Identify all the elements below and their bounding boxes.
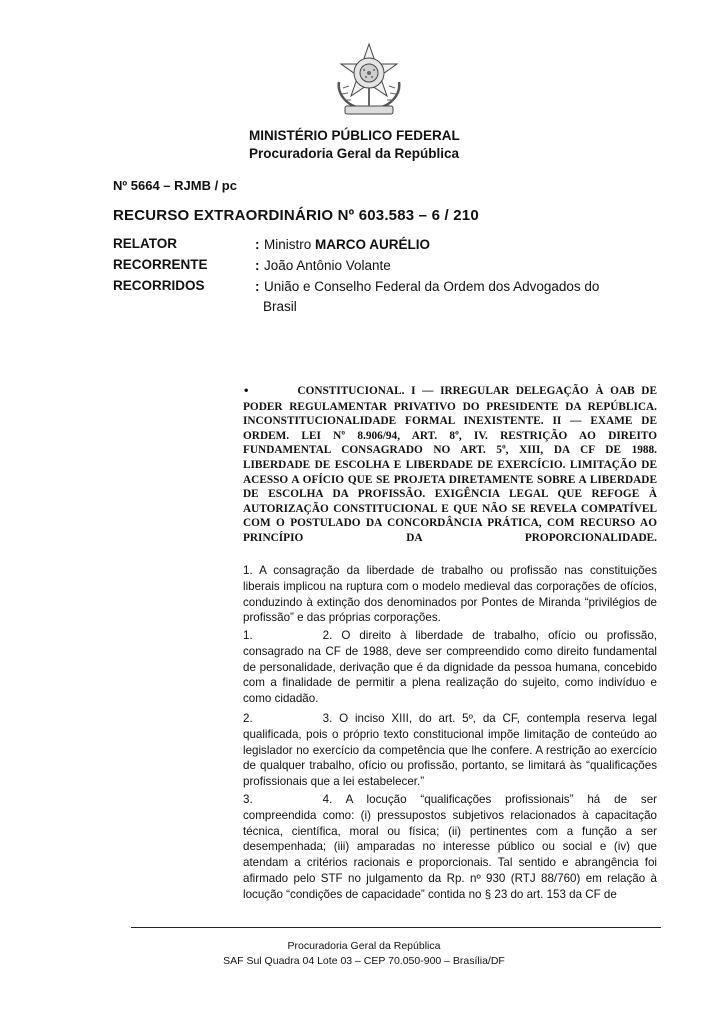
relator-name: MARCO AURÉLIO bbox=[314, 237, 430, 252]
paragraph-4 bbox=[243, 792, 657, 903]
recorridos-name: União e Conselho Federal da Ordem dos Advogados do bbox=[263, 279, 600, 294]
relator-value: : Ministro MARCO AURÉLIO bbox=[255, 237, 430, 252]
case-title: RECURSO EXTRAORDINÁRIO Nº 603.583 – 6 / 210 bbox=[113, 207, 479, 224]
relator-label: RELATOR bbox=[113, 236, 177, 251]
paragraph-number: 2. bbox=[243, 712, 253, 725]
paragraph-text: 3. O inciso XIII, do art. 5º, da CF, contempla reserva legal qualificada, pois o próprio texto constitucional impõe limitação de conteúdo ao legislador no exercício da competência que lhe confere. A restrição ao exercício de qualquer trabalho, ofício ou profissão, portanto, se limitará às “qualificações profissionais que a lei estabelecer.” bbox=[243, 712, 657, 789]
office-heading: Procuradoria Geral da República bbox=[249, 146, 460, 161]
recorrente-name: João Antônio Volante bbox=[263, 258, 391, 273]
footer-office: Procuradoria Geral da República bbox=[287, 940, 441, 952]
recorridos-label: RECORRIDOS bbox=[113, 278, 205, 293]
recorrente-label: RECORRENTE bbox=[113, 257, 208, 272]
document-reference: Nº 5664 – RJMB / pc bbox=[113, 178, 237, 193]
ementa-block bbox=[243, 384, 657, 546]
recorrente-value: : João Antônio Volante bbox=[255, 258, 391, 273]
relator-prefix: Ministro bbox=[263, 237, 315, 252]
footer-divider bbox=[131, 927, 661, 928]
paragraph-text: 4. A locução “qualificações profissionais” há de ser compreendida como: (i) pressupostos subjetivos relacionados à capacitação técnica, científica, moral ou física; (ii) pertinentes com a função a ser desempenhada; (iii) amparadas no interesse público ou social e (iv) que atendam a critérios racionais e proporcionais. Tal sentido e abrangência foi afirmado pelo STF no julgamento da Rp. nº 930 (RTJ 88/760) em relação à locução “condições de capacidade” contida no § 23 do art. 153 da CF de bbox=[243, 793, 657, 901]
paragraph-3 bbox=[243, 711, 657, 790]
footer-address: SAF Sul Quadra 04 Lote 03 – CEP 70.050-900 – Brasília/DF bbox=[223, 955, 505, 967]
coat-of-arms-emblem bbox=[331, 42, 407, 120]
ementa-bullet: • bbox=[243, 386, 250, 397]
recorridos-value: : União e Conselho Federal da Ordem dos Advogados do bbox=[255, 279, 600, 294]
recorridos-continuation: Brasil bbox=[263, 299, 297, 314]
paragraph-number: 1. bbox=[243, 629, 253, 642]
paragraph-2 bbox=[243, 628, 657, 707]
paragraph-text: 1. A consagração da liberdade de trabalho ou profissão nas constituições liberais implicou na ruptura com o modelo medieval das corporações de ofícios, conduzindo à extinção dos denominados por Pontes de Miranda “privilégios de profissão” e das próprias corporações. bbox=[243, 564, 657, 625]
ementa-text: CONSTITUCIONAL. I — IRREGULAR DELEGAÇÃO À OAB DE PODER REGULAMENTAR PRIVATIVO DO PRESIDENTE DA REPÚBLICA. INCONSTITUCIONALIDADE FORMAL INEXISTENTE. II — EXAME DE ORDEM. LEI Nº 8.906/94, ART. 8º, IV. RESTRIÇÃO AO DIREITO FUNDAMENTAL CONSAGRADO NO ART. 5º, XIII, DA CF DE 1988. LIBERDADE DE ESCOLHA E LIBERDADE DE EXERCÍCIO. LIMITAÇÃO DE ACESSO A OFÍCIO QUE SE PROJETA DIRETAMENTE SOBRE A LIBERDADE DE ESCOLHA DA PROFISSÃO. EXIGÊNCIA LEGAL QUE REFOGE À AUTORIZAÇÃO CONSTITUCIONAL E QUE NÃO SE REVELA COMPATÍVEL COM O POSTULADO DA CONCORDÂNCIA PRÁTICA, COM RECURSO AO PRINCÍPIO DA PROPORCIONALIDADE. bbox=[243, 385, 657, 544]
paragraph-text: 2. O direito à liberdade de trabalho, ofício ou profissão, consagrado na CF de 1988, deve ser compreendido como direito fundamental de personalidade, derivação que é da dignidade da pessoa humana, concebido com a finalidade de permitir a plena realização do sujeito, como indivíduo e como cidadão. bbox=[243, 629, 657, 706]
paragraph-1 bbox=[243, 563, 657, 626]
ministry-heading: MINISTÉRIO PÚBLICO FEDERAL bbox=[249, 128, 460, 143]
paragraph-number: 3. bbox=[243, 793, 253, 806]
